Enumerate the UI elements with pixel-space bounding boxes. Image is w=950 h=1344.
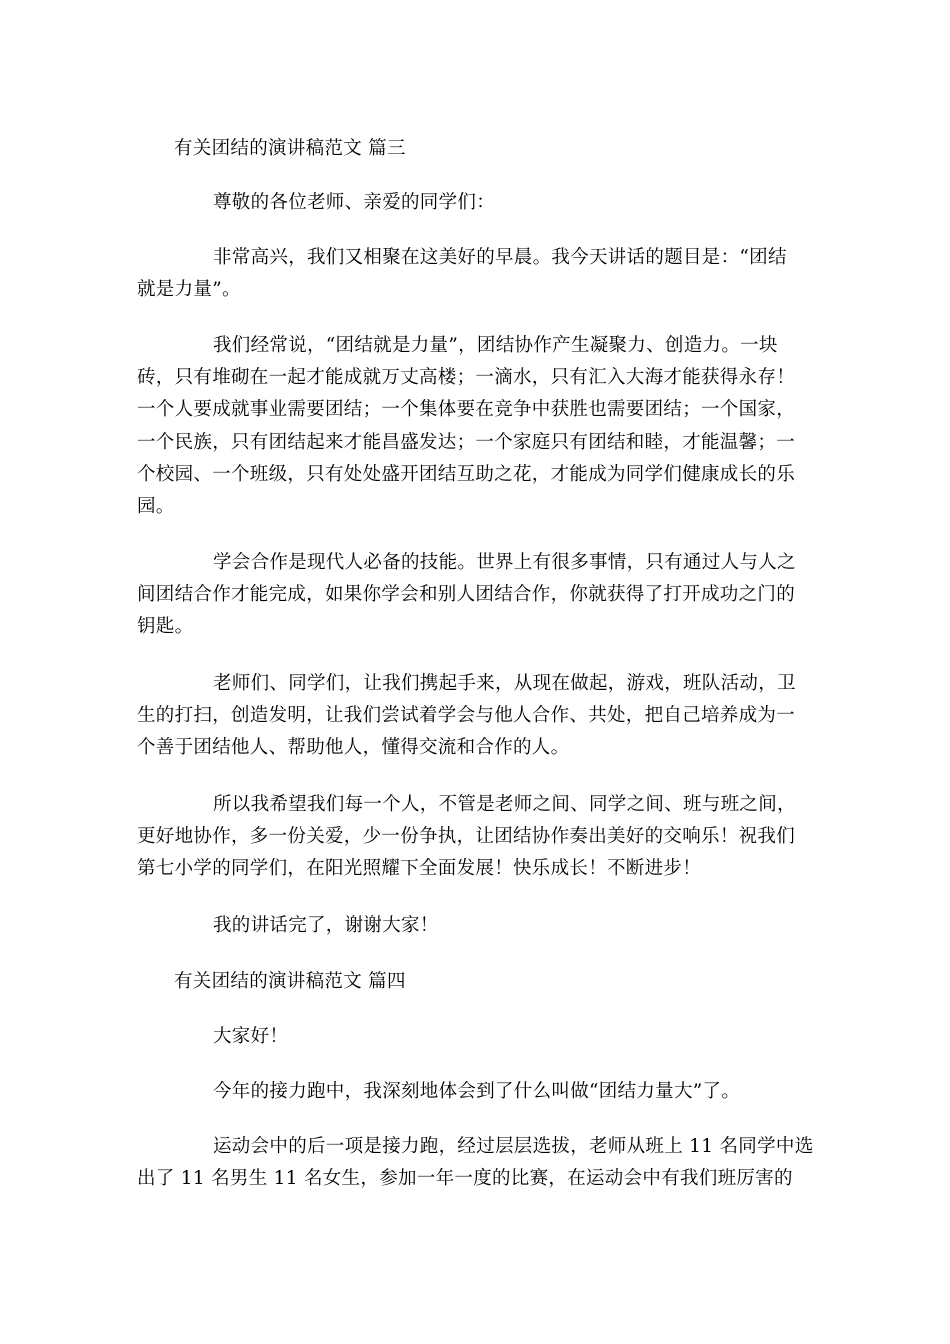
section-3-paragraph-2: 我们经常说，“团结就是力量”，团结协作产生凝聚力、创造力。一块 砖，只有堆砌在一起才能成就万丈高楼；一滴水，只有汇入大海才能获得永存！ 一个人要成就事业需要团结；一个集体要在竞争中获胜也需要团结；一个国家， 一个民族，只有团结起来才能昌盛发达；一个家庭只有团结和睦，才能温馨；一 个校园、一个班级，只有处处盛开团结互助之花，才能成为同学们健康成长的乐 园。 xyxy=(137,335,796,518)
section-4-salutation: 大家好！ xyxy=(213,1026,289,1047)
section-3-salutation: 尊敬的各位老师、亲爱的同学们： xyxy=(213,192,496,213)
section-3-closing: 我的讲话完了，谢谢大家！ xyxy=(213,915,439,936)
section-3-paragraph-1: 非常高兴，我们又相聚在这美好的早晨。我今天讲话的题目是：“团结 就是力量”。 xyxy=(137,247,787,301)
section-3-heading: 有关团结的演讲稿范文 篇三 xyxy=(174,138,406,159)
section-3-paragraph-5: 所以我希望我们每一个人，不管是老师之间、同学之间、班与班之间， 更好地协作，多一份关爱，少一份争执，让团结协作奏出美好的交响乐！祝我们 第七小学的同学们，在阳光照耀下全面发展！快乐成长！不断进步！ xyxy=(137,794,796,880)
section-4-paragraph-2: 运动会中的后一项是接力跑，经过层层选拔，老师从班上 11 名同学中选 出了 11 名男生 11 名女生，参加一年一度的比赛，在运动会中有我们班厉害的 xyxy=(137,1136,814,1190)
section-3-paragraph-3: 学会合作是现代人必备的技能。世界上有很多事情，只有通过人与人之 间团结合作才能完成，如果你学会和别人团结合作，你就获得了打开成功之门的 钥匙。 xyxy=(137,552,796,638)
section-4-heading: 有关团结的演讲稿范文 篇四 xyxy=(174,971,406,992)
section-3-paragraph-4: 老师们、同学们，让我们携起手来，从现在做起，游戏，班队活动，卫 生的打扫，创造发明，让我们尝试着学会与他人合作、共处，把自己培养成为一 个善于团结他人、帮助他人，懂得交流和合作的人。 xyxy=(137,673,796,759)
section-4-paragraph-1: 今年的接力跑中，我深刻地体会到了什么叫做“团结力量大”了。 xyxy=(213,1081,741,1102)
